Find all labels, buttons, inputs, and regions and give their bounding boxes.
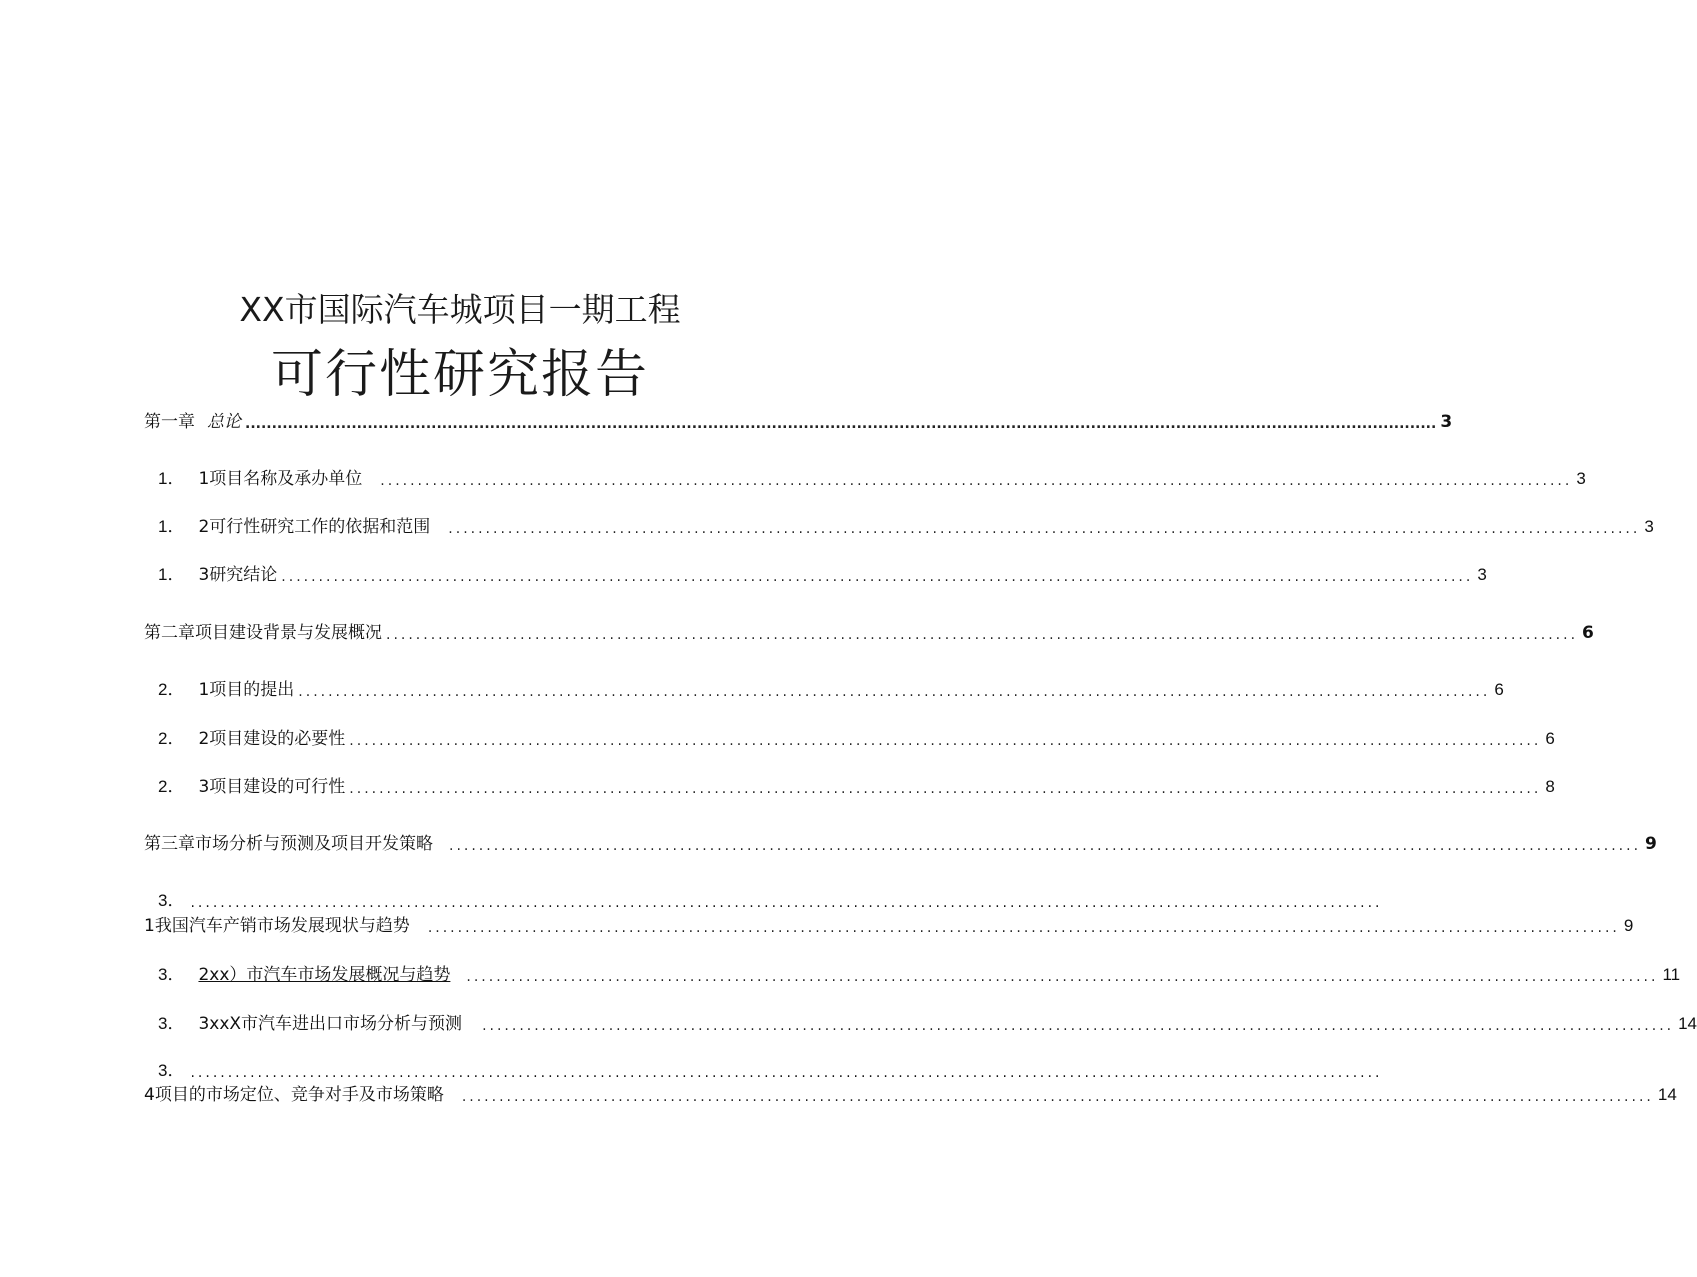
- toc-section-number: 1．: [158, 469, 185, 488]
- toc-section-2-2[interactable]: [158, 727, 1555, 751]
- toc-chapter-3-page: 9: [1645, 834, 1657, 854]
- toc-section-1-2[interactable]: [158, 515, 1654, 539]
- toc-section-3-4-number-line[interactable]: [158, 1059, 1383, 1083]
- toc-section-label: 2xx）市汽车市场发展概况与趋势: [198, 965, 451, 985]
- toc-section-page: 6: [1545, 729, 1555, 748]
- toc-leader-dots: ................................................................................................................................................................: [349, 781, 1542, 797]
- toc-section-page: 11: [1662, 965, 1681, 984]
- toc-leader-dots: ................................................................................................................................................................: [461, 1089, 1654, 1105]
- toc-leader-dots: ................................................................................................................................................................................................................................: [245, 416, 1437, 432]
- toc-chapter-1-title: 总论: [207, 412, 241, 432]
- toc-chapter-2-title: 第二章项目建设背景与发展概况: [144, 623, 382, 643]
- toc-section-number: 1．: [158, 517, 185, 536]
- toc-chapter-1-prefix: 第一章: [144, 412, 195, 432]
- toc-section-3-1[interactable]: [144, 914, 1634, 938]
- toc-section-2-3[interactable]: [158, 775, 1555, 799]
- toc-section-page: 9: [1623, 916, 1634, 935]
- toc-section-number: 3．: [158, 965, 185, 984]
- toc-section-3-4[interactable]: [144, 1083, 1677, 1107]
- toc-leader-dots: ................................................................................................................................................................: [449, 838, 1642, 854]
- toc-leader-dots: ................................................................................................................................................................: [448, 521, 1641, 537]
- toc-section-number: 2．: [158, 777, 185, 796]
- toc-leader-dots: ................................................................................................................................................................: [298, 684, 1491, 700]
- toc-section-3-2[interactable]: [158, 963, 1681, 987]
- toc-section-1-3[interactable]: [158, 563, 1487, 587]
- toc-section-number: 3．: [158, 1014, 185, 1033]
- toc-section-label: 1项目的提出: [198, 680, 295, 700]
- toc-section-3-3[interactable]: [158, 1012, 1697, 1036]
- toc-section-page: 14: [1678, 1014, 1697, 1033]
- report-title-line2: 可行性研究报告: [270, 345, 649, 405]
- toc-section-1-1[interactable]: [158, 467, 1586, 491]
- toc-section-page: 3: [1644, 517, 1654, 536]
- toc-section-page: 14: [1657, 1085, 1677, 1104]
- toc-section-2-1[interactable]: [158, 678, 1504, 702]
- toc-section-number: 3．: [158, 891, 185, 910]
- toc-chapter-3-title: 第三章市场分析与预测及项目开发策略: [144, 834, 433, 854]
- toc-section-3-1-number-line[interactable]: [158, 889, 1383, 913]
- toc-section-label: 2项目建设的必要性: [198, 729, 346, 749]
- toc-leader-dots: ................................................................................................................................................................: [427, 920, 1620, 936]
- toc-section-number: 2．: [158, 680, 185, 699]
- toc-section-label: 1我国汽车产销市场发展现状与趋势: [144, 916, 410, 936]
- toc-section-number: 1．: [158, 565, 185, 584]
- toc-section-page: 3: [1477, 565, 1487, 584]
- toc-section-label: 3研究结论: [198, 565, 278, 585]
- toc-chapter-1-page: 3: [1440, 412, 1453, 432]
- toc-chapter-1[interactable]: [144, 410, 1453, 434]
- toc-leader-dots: ................................................................................................................................................................: [386, 627, 1579, 643]
- toc-section-label: 3项目建设的可行性: [198, 777, 346, 797]
- toc-leader-dots: ................................................................................................................................................................: [380, 473, 1573, 489]
- toc-leader-dots: ................................................................................................................................................................: [190, 895, 1383, 911]
- toc-leader-dots: ................................................................................................................................................................: [466, 969, 1659, 985]
- toc-section-number: 3．: [158, 1061, 185, 1080]
- toc-chapter-2-page: 6: [1582, 623, 1594, 643]
- toc-leader-dots: ................................................................................................................................................................: [349, 733, 1542, 749]
- toc-leader-dots: ................................................................................................................................................................: [190, 1065, 1383, 1081]
- report-title-line1: XX市国际汽车城项目一期工程: [239, 290, 681, 329]
- toc-section-number: 2．: [158, 729, 185, 748]
- toc-section-page: 6: [1494, 680, 1504, 699]
- toc-section-page: 3: [1576, 469, 1586, 488]
- toc-leader-dots: ................................................................................................................................................................: [482, 1018, 1675, 1034]
- toc-leader-dots: ................................................................................................................................................................: [281, 569, 1474, 585]
- toc-chapter-3[interactable]: [144, 832, 1657, 856]
- toc-section-label: 1项目名称及承办单位: [198, 469, 363, 489]
- toc-section-page: 8: [1545, 777, 1555, 796]
- toc-section-label: 3xxX市汽车进出口市场分析与预测: [198, 1014, 463, 1034]
- toc-section-label: 4项目的市场定位、竞争对手及市场策略: [144, 1085, 444, 1105]
- toc-section-label: 2可行性研究工作的依据和范围: [198, 517, 431, 537]
- toc-chapter-2[interactable]: [144, 621, 1594, 645]
